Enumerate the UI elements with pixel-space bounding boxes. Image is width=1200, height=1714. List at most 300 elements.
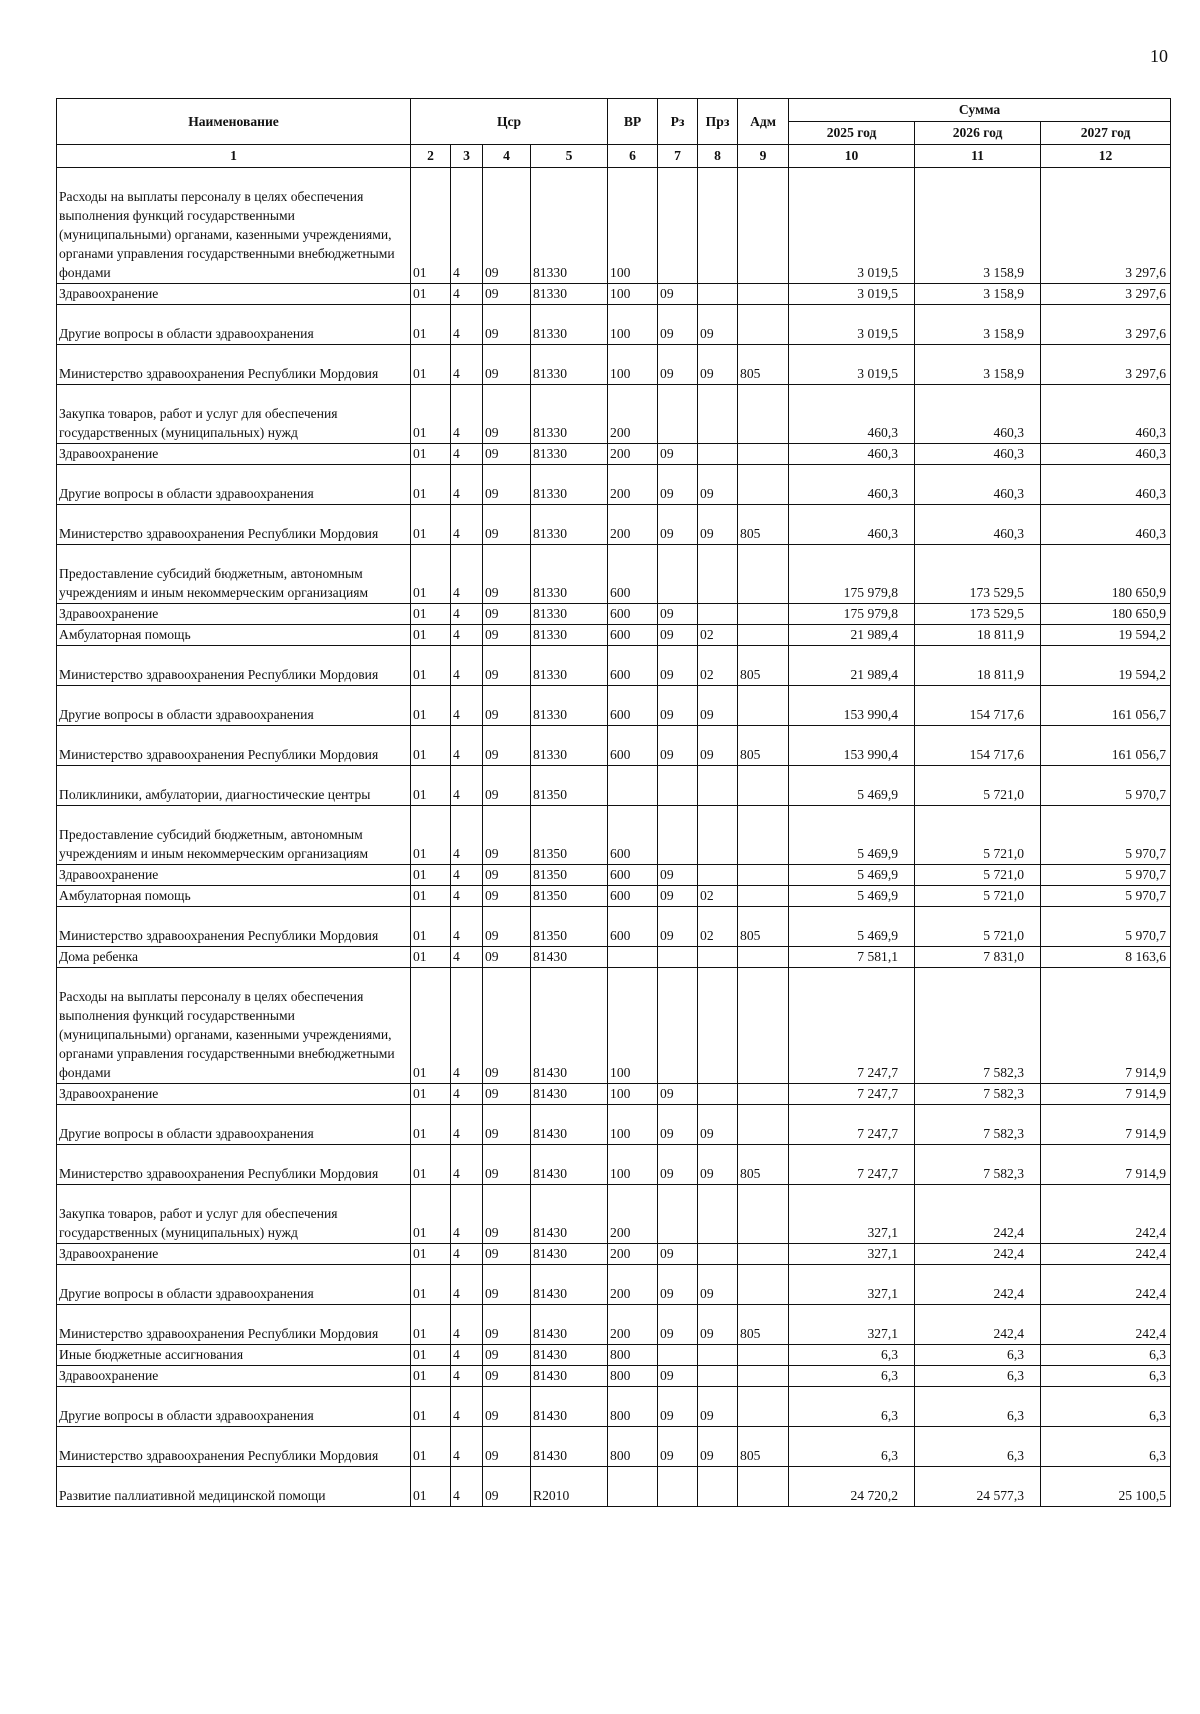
- adm-cell: [738, 886, 789, 907]
- cer-part-4: 81430: [531, 1366, 608, 1387]
- adm-cell: [738, 385, 789, 444]
- cer-part-2: 4: [451, 1305, 483, 1345]
- column-number: 5: [531, 145, 608, 168]
- vr-cell: 100: [608, 284, 658, 305]
- sum-2026: 242,4: [915, 1305, 1041, 1345]
- cer-part-2: 4: [451, 385, 483, 444]
- header-name: Наименование: [57, 99, 411, 145]
- vr-cell: 200: [608, 505, 658, 545]
- budget-table: [56, 98, 1171, 1507]
- row-name: Другие вопросы в области здравоохранения: [57, 1265, 411, 1305]
- sum-2027: 19 594,2: [1041, 625, 1171, 646]
- sum-2027: 161 056,7: [1041, 726, 1171, 766]
- cer-part-3: 09: [483, 1345, 531, 1366]
- rz-cell: 09: [658, 646, 698, 686]
- sum-2027: 242,4: [1041, 1265, 1171, 1305]
- vr-cell: 600: [608, 886, 658, 907]
- vr-cell: 200: [608, 1265, 658, 1305]
- sum-2026: 5 721,0: [915, 865, 1041, 886]
- adm-cell: [738, 1105, 789, 1145]
- adm-cell: [738, 806, 789, 865]
- sum-2027: 5 970,7: [1041, 806, 1171, 865]
- cer-part-4: 81350: [531, 806, 608, 865]
- row-name: Закупка товаров, работ и услуг для обеспечения государственных (муниципальных) нужд: [57, 385, 411, 444]
- sum-2025: 7 247,7: [789, 1084, 915, 1105]
- cer-part-1: 01: [411, 545, 451, 604]
- cer-part-4: 81330: [531, 604, 608, 625]
- cer-part-4: 81430: [531, 1244, 608, 1265]
- prz-cell: [698, 806, 738, 865]
- row-name: Другие вопросы в области здравоохранения: [57, 305, 411, 345]
- cer-part-3: 09: [483, 1185, 531, 1244]
- table-header: [57, 99, 1171, 168]
- cer-part-2: 4: [451, 1145, 483, 1185]
- vr-cell: 800: [608, 1427, 658, 1467]
- cer-part-2: 4: [451, 1345, 483, 1366]
- table-row: [57, 1345, 1171, 1366]
- cer-part-3: 09: [483, 604, 531, 625]
- sum-2025: 21 989,4: [789, 625, 915, 646]
- vr-cell: 100: [608, 345, 658, 385]
- prz-cell: 09: [698, 1387, 738, 1427]
- cer-part-3: 09: [483, 625, 531, 646]
- sum-2025: 5 469,9: [789, 886, 915, 907]
- adm-cell: [738, 1345, 789, 1366]
- cer-part-3: 09: [483, 345, 531, 385]
- vr-cell: [608, 766, 658, 806]
- row-name: Поликлиники, амбулатории, диагностические центры: [57, 766, 411, 806]
- table-row: [57, 806, 1171, 865]
- column-number: 2: [411, 145, 451, 168]
- row-name: Министерство здравоохранения Республики Мордовия: [57, 907, 411, 947]
- sum-2026: 242,4: [915, 1185, 1041, 1244]
- sum-2027: 161 056,7: [1041, 686, 1171, 726]
- sum-2027: 5 970,7: [1041, 907, 1171, 947]
- sum-2025: 5 469,9: [789, 766, 915, 806]
- adm-cell: 805: [738, 646, 789, 686]
- cer-part-1: 01: [411, 646, 451, 686]
- row-name: Расходы на выплаты персоналу в целях обеспечения выполнения функций государственными (муниципальными) органами, казенными учреждениями, органами управления государственными внебюджетными фондами: [57, 168, 411, 284]
- sum-2027: 242,4: [1041, 1185, 1171, 1244]
- cer-part-4: 81330: [531, 305, 608, 345]
- cer-part-1: 01: [411, 505, 451, 545]
- vr-cell: [608, 1467, 658, 1507]
- sum-2025: 3 019,5: [789, 284, 915, 305]
- cer-part-4: 81430: [531, 1105, 608, 1145]
- cer-part-4: 81330: [531, 505, 608, 545]
- cer-part-1: 01: [411, 766, 451, 806]
- prz-cell: [698, 604, 738, 625]
- row-name: Амбулаторная помощь: [57, 886, 411, 907]
- sum-2026: 7 582,3: [915, 1105, 1041, 1145]
- cer-part-3: 09: [483, 1244, 531, 1265]
- cer-part-4: 81330: [531, 385, 608, 444]
- cer-part-1: 01: [411, 947, 451, 968]
- cer-part-3: 09: [483, 907, 531, 947]
- table-row: [57, 465, 1171, 505]
- rz-cell: 09: [658, 1084, 698, 1105]
- cer-part-1: 01: [411, 907, 451, 947]
- cer-part-2: 4: [451, 465, 483, 505]
- table-body: [57, 168, 1171, 1507]
- vr-cell: 100: [608, 1145, 658, 1185]
- prz-cell: 09: [698, 465, 738, 505]
- prz-cell: [698, 968, 738, 1084]
- prz-cell: [698, 545, 738, 604]
- cer-part-4: 81430: [531, 968, 608, 1084]
- sum-2027: 7 914,9: [1041, 1084, 1171, 1105]
- cer-part-2: 4: [451, 686, 483, 726]
- sum-2025: 460,3: [789, 385, 915, 444]
- vr-cell: 200: [608, 444, 658, 465]
- cer-part-2: 4: [451, 604, 483, 625]
- table-row: [57, 444, 1171, 465]
- column-number: 11: [915, 145, 1041, 168]
- vr-cell: 200: [608, 1185, 658, 1244]
- cer-part-3: 09: [483, 444, 531, 465]
- vr-cell: 200: [608, 385, 658, 444]
- cer-part-1: 01: [411, 284, 451, 305]
- row-name: Предоставление субсидий бюджетным, автономным учреждениям и иным некоммерческим организациям: [57, 545, 411, 604]
- sum-2026: 173 529,5: [915, 604, 1041, 625]
- row-name: Закупка товаров, работ и услуг для обеспечения государственных (муниципальных) нужд: [57, 1185, 411, 1244]
- sum-2027: 7 914,9: [1041, 1105, 1171, 1145]
- prz-cell: [698, 1084, 738, 1105]
- row-name: Министерство здравоохранения Республики Мордовия: [57, 646, 411, 686]
- sum-2027: 3 297,6: [1041, 305, 1171, 345]
- sum-2027: 460,3: [1041, 444, 1171, 465]
- vr-cell: 600: [608, 625, 658, 646]
- sum-2025: 5 469,9: [789, 865, 915, 886]
- cer-part-4: 81330: [531, 646, 608, 686]
- cer-part-1: 01: [411, 1105, 451, 1145]
- sum-2027: 242,4: [1041, 1305, 1171, 1345]
- vr-cell: 600: [608, 806, 658, 865]
- cer-part-4: 81430: [531, 1265, 608, 1305]
- vr-cell: 600: [608, 907, 658, 947]
- vr-cell: 100: [608, 968, 658, 1084]
- adm-cell: 805: [738, 907, 789, 947]
- cer-part-1: 01: [411, 1427, 451, 1467]
- cer-part-2: 4: [451, 1084, 483, 1105]
- rz-cell: 09: [658, 1145, 698, 1185]
- vr-cell: 200: [608, 1244, 658, 1265]
- cer-part-4: 81330: [531, 284, 608, 305]
- rz-cell: [658, 1185, 698, 1244]
- rz-cell: 09: [658, 1387, 698, 1427]
- cer-part-4: 81350: [531, 865, 608, 886]
- rz-cell: 09: [658, 1427, 698, 1467]
- header-rz: Рз: [658, 99, 698, 145]
- table-row: [57, 1387, 1171, 1427]
- cer-part-2: 4: [451, 1467, 483, 1507]
- cer-part-4: 81430: [531, 1084, 608, 1105]
- table-row: [57, 1105, 1171, 1145]
- column-number: 9: [738, 145, 789, 168]
- sum-2026: 24 577,3: [915, 1467, 1041, 1507]
- vr-cell: 600: [608, 726, 658, 766]
- prz-cell: 09: [698, 1145, 738, 1185]
- table-row: [57, 1427, 1171, 1467]
- adm-cell: [738, 1185, 789, 1244]
- column-number: 6: [608, 145, 658, 168]
- sum-2026: 18 811,9: [915, 646, 1041, 686]
- sum-2025: 5 469,9: [789, 806, 915, 865]
- cer-part-2: 4: [451, 1427, 483, 1467]
- sum-2026: 5 721,0: [915, 806, 1041, 865]
- adm-cell: [738, 284, 789, 305]
- rz-cell: 09: [658, 444, 698, 465]
- adm-cell: [738, 604, 789, 625]
- sum-2026: 7 831,0: [915, 947, 1041, 968]
- cer-part-1: 01: [411, 1185, 451, 1244]
- cer-part-3: 09: [483, 686, 531, 726]
- sum-2027: 3 297,6: [1041, 345, 1171, 385]
- cer-part-3: 09: [483, 726, 531, 766]
- cer-part-2: 4: [451, 1387, 483, 1427]
- rz-cell: [658, 385, 698, 444]
- cer-part-1: 01: [411, 385, 451, 444]
- table-row: [57, 1366, 1171, 1387]
- prz-cell: 09: [698, 1305, 738, 1345]
- adm-cell: [738, 444, 789, 465]
- adm-cell: 805: [738, 505, 789, 545]
- column-number: 4: [483, 145, 531, 168]
- vr-cell: [608, 947, 658, 968]
- rz-cell: [658, 968, 698, 1084]
- row-name: Дома ребенка: [57, 947, 411, 968]
- cer-part-3: 09: [483, 766, 531, 806]
- vr-cell: 100: [608, 168, 658, 284]
- table-row: [57, 1145, 1171, 1185]
- cer-part-4: 81430: [531, 1345, 608, 1366]
- cer-part-3: 09: [483, 806, 531, 865]
- cer-part-4: 81350: [531, 907, 608, 947]
- table-row: [57, 1305, 1171, 1345]
- prz-cell: 09: [698, 1427, 738, 1467]
- cer-part-1: 01: [411, 1145, 451, 1185]
- row-name: Здравоохранение: [57, 604, 411, 625]
- sum-2025: 6,3: [789, 1345, 915, 1366]
- cer-part-4: 81430: [531, 1185, 608, 1244]
- cer-part-2: 4: [451, 168, 483, 284]
- rz-cell: 09: [658, 1305, 698, 1345]
- rz-cell: 09: [658, 345, 698, 385]
- sum-2025: 153 990,4: [789, 686, 915, 726]
- cer-part-2: 4: [451, 1366, 483, 1387]
- adm-cell: [738, 1467, 789, 1507]
- cer-part-3: 09: [483, 968, 531, 1084]
- prz-cell: 09: [698, 1265, 738, 1305]
- sum-2025: 327,1: [789, 1265, 915, 1305]
- page-number: 10: [1150, 46, 1168, 66]
- rz-cell: 09: [658, 284, 698, 305]
- row-name: Министерство здравоохранения Республики Мордовия: [57, 726, 411, 766]
- sum-2026: 6,3: [915, 1366, 1041, 1387]
- cer-part-4: 81330: [531, 465, 608, 505]
- adm-cell: [738, 1265, 789, 1305]
- sum-2026: 3 158,9: [915, 345, 1041, 385]
- adm-cell: 805: [738, 345, 789, 385]
- vr-cell: 800: [608, 1366, 658, 1387]
- table-row: [57, 686, 1171, 726]
- cer-part-1: 01: [411, 604, 451, 625]
- table-row: [57, 886, 1171, 907]
- cer-part-3: 09: [483, 1305, 531, 1345]
- header-summa: Сумма: [789, 99, 1171, 122]
- sum-2027: 460,3: [1041, 465, 1171, 505]
- table-row: [57, 345, 1171, 385]
- sum-2025: 6,3: [789, 1427, 915, 1467]
- sum-2026: 242,4: [915, 1265, 1041, 1305]
- sum-2025: 21 989,4: [789, 646, 915, 686]
- cer-part-2: 4: [451, 886, 483, 907]
- header-adm: Адм: [738, 99, 789, 145]
- rz-cell: 09: [658, 305, 698, 345]
- vr-cell: 200: [608, 465, 658, 505]
- sum-2027: 5 970,7: [1041, 886, 1171, 907]
- cer-part-2: 4: [451, 545, 483, 604]
- row-name: Другие вопросы в области здравоохранения: [57, 1105, 411, 1145]
- vr-cell: 200: [608, 1305, 658, 1345]
- sum-2026: 5 721,0: [915, 907, 1041, 947]
- adm-cell: [738, 168, 789, 284]
- prz-cell: 02: [698, 625, 738, 646]
- prz-cell: 09: [698, 505, 738, 545]
- vr-cell: 800: [608, 1345, 658, 1366]
- sum-2025: 460,3: [789, 505, 915, 545]
- prz-cell: 02: [698, 907, 738, 947]
- header-prz: Прз: [698, 99, 738, 145]
- cer-part-4: 81430: [531, 1427, 608, 1467]
- cer-part-2: 4: [451, 345, 483, 385]
- prz-cell: [698, 1345, 738, 1366]
- cer-part-2: 4: [451, 1265, 483, 1305]
- column-number: 1: [57, 145, 411, 168]
- column-number: 10: [789, 145, 915, 168]
- row-name: Здравоохранение: [57, 1084, 411, 1105]
- sum-2025: 7 247,7: [789, 1145, 915, 1185]
- sum-2027: 242,4: [1041, 1244, 1171, 1265]
- adm-cell: [738, 968, 789, 1084]
- vr-cell: 100: [608, 1105, 658, 1145]
- cer-part-4: 81430: [531, 1305, 608, 1345]
- cer-part-1: 01: [411, 1387, 451, 1427]
- cer-part-1: 01: [411, 1345, 451, 1366]
- prz-cell: [698, 766, 738, 806]
- vr-cell: 100: [608, 1084, 658, 1105]
- sum-2025: 3 019,5: [789, 305, 915, 345]
- prz-cell: 02: [698, 886, 738, 907]
- rz-cell: 09: [658, 465, 698, 505]
- sum-2027: 19 594,2: [1041, 646, 1171, 686]
- cer-part-2: 4: [451, 284, 483, 305]
- sum-2025: 24 720,2: [789, 1467, 915, 1507]
- prz-cell: [698, 1185, 738, 1244]
- row-name: Развитие паллиативной медицинской помощи: [57, 1467, 411, 1507]
- sum-2025: 327,1: [789, 1305, 915, 1345]
- rz-cell: 09: [658, 625, 698, 646]
- sum-2027: 3 297,6: [1041, 168, 1171, 284]
- vr-cell: 600: [608, 686, 658, 726]
- cer-part-2: 4: [451, 726, 483, 766]
- cer-part-3: 09: [483, 168, 531, 284]
- table-row: [57, 545, 1171, 604]
- cer-part-3: 09: [483, 305, 531, 345]
- cer-part-1: 01: [411, 305, 451, 345]
- column-numbers-row: [57, 145, 1171, 168]
- adm-cell: [738, 305, 789, 345]
- cer-part-3: 09: [483, 1265, 531, 1305]
- cer-part-2: 4: [451, 806, 483, 865]
- row-name: Министерство здравоохранения Республики Мордовия: [57, 345, 411, 385]
- row-name: Иные бюджетные ассигнования: [57, 1345, 411, 1366]
- rz-cell: 09: [658, 1265, 698, 1305]
- sum-2025: 3 019,5: [789, 168, 915, 284]
- sum-2026: 460,3: [915, 385, 1041, 444]
- cer-part-3: 09: [483, 385, 531, 444]
- sum-2027: 6,3: [1041, 1427, 1171, 1467]
- table-row: [57, 1244, 1171, 1265]
- cer-part-3: 09: [483, 886, 531, 907]
- cer-part-1: 01: [411, 865, 451, 886]
- adm-cell: [738, 465, 789, 505]
- prz-cell: [698, 1244, 738, 1265]
- rz-cell: [658, 168, 698, 284]
- sum-2025: 460,3: [789, 444, 915, 465]
- sum-2026: 3 158,9: [915, 305, 1041, 345]
- header-2026: 2026 год: [915, 122, 1041, 145]
- cer-part-1: 01: [411, 1084, 451, 1105]
- cer-part-2: 4: [451, 646, 483, 686]
- cer-part-3: 09: [483, 1427, 531, 1467]
- cer-part-2: 4: [451, 505, 483, 545]
- rz-cell: 09: [658, 1244, 698, 1265]
- cer-part-2: 4: [451, 865, 483, 886]
- rz-cell: [658, 1345, 698, 1366]
- row-name: Здравоохранение: [57, 284, 411, 305]
- adm-cell: [738, 766, 789, 806]
- sum-2025: 3 019,5: [789, 345, 915, 385]
- table-row: [57, 1084, 1171, 1105]
- prz-cell: 02: [698, 646, 738, 686]
- row-name: Министерство здравоохранения Республики Мордовия: [57, 505, 411, 545]
- sum-2026: 460,3: [915, 444, 1041, 465]
- cer-part-4: 81330: [531, 726, 608, 766]
- sum-2025: 6,3: [789, 1366, 915, 1387]
- rz-cell: 09: [658, 907, 698, 947]
- sum-2026: 18 811,9: [915, 625, 1041, 646]
- sum-2025: 7 247,7: [789, 1105, 915, 1145]
- adm-cell: 805: [738, 1305, 789, 1345]
- cer-part-1: 01: [411, 806, 451, 865]
- row-name: Министерство здравоохранения Республики Мордовия: [57, 1305, 411, 1345]
- prz-cell: [698, 865, 738, 886]
- vr-cell: 600: [608, 865, 658, 886]
- prz-cell: [698, 385, 738, 444]
- sum-2026: 242,4: [915, 1244, 1041, 1265]
- cer-part-1: 01: [411, 1467, 451, 1507]
- table-row: [57, 505, 1171, 545]
- sum-2027: 6,3: [1041, 1345, 1171, 1366]
- header-2027: 2027 год: [1041, 122, 1171, 145]
- cer-part-4: 81330: [531, 686, 608, 726]
- cer-part-3: 09: [483, 1467, 531, 1507]
- cer-part-3: 09: [483, 1387, 531, 1427]
- sum-2026: 6,3: [915, 1427, 1041, 1467]
- sum-2026: 7 582,3: [915, 968, 1041, 1084]
- adm-cell: 805: [738, 726, 789, 766]
